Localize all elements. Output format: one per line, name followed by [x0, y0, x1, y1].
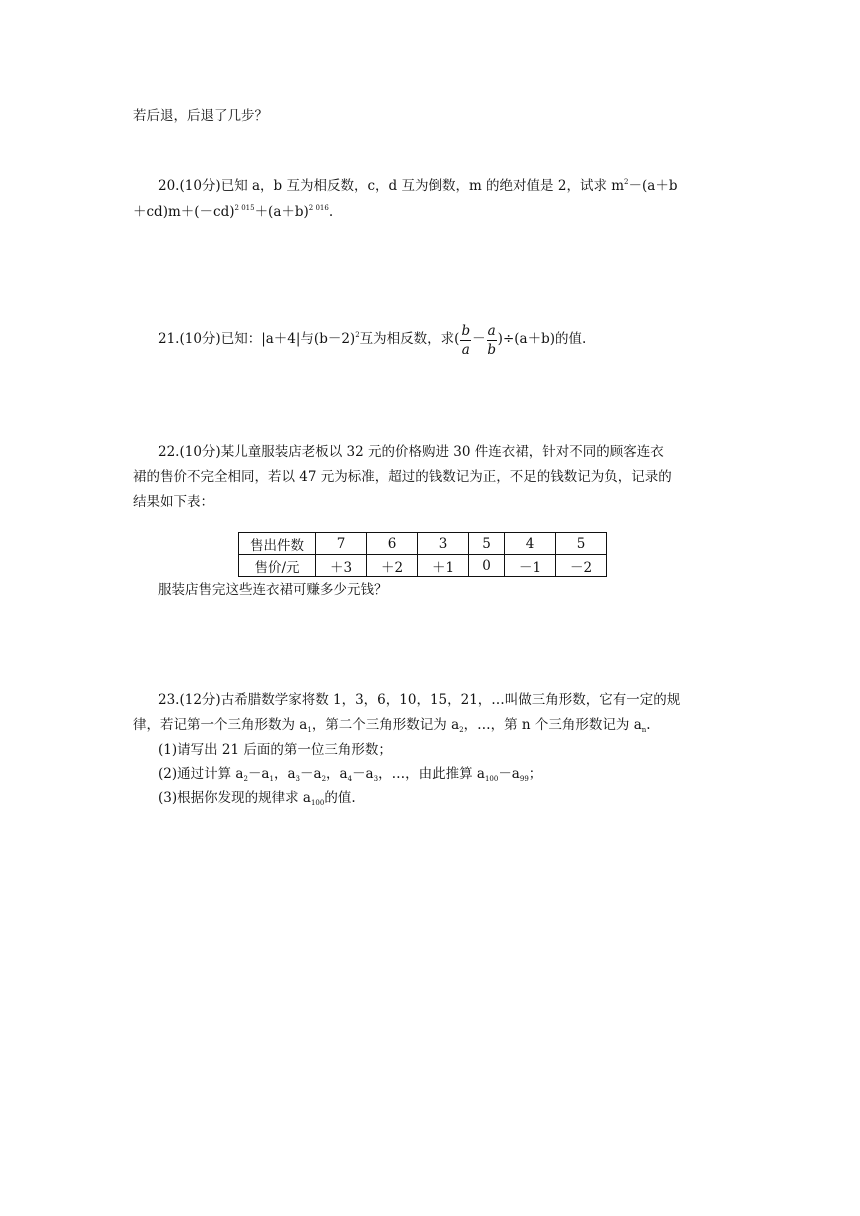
- question-text: )÷(a＋b)的值.: [497, 331, 587, 347]
- table-cell: 5: [469, 533, 505, 555]
- table-cell: 6: [367, 533, 418, 555]
- question-points: (10分): [179, 331, 221, 347]
- subscript: 1: [269, 775, 274, 783]
- question-20-line-2: [133, 198, 333, 222]
- subscript: 4: [347, 775, 353, 783]
- table-cell: ＋3: [316, 555, 367, 577]
- question-text: 古希腊数学家将数 1，3，6，10，15，21，…叫做三角形数，它有一定的规: [220, 692, 681, 708]
- question-22-line-1: [158, 442, 664, 462]
- question-number: 20.: [158, 178, 180, 194]
- question-text: ；: [528, 766, 543, 782]
- question-points: (10分): [179, 444, 221, 460]
- subscript: 2: [321, 775, 327, 783]
- fraction-numerator: b: [461, 323, 471, 339]
- question-23-part-3: [158, 788, 356, 813]
- question-text: 的值.: [324, 790, 356, 806]
- table-row: [239, 533, 607, 555]
- question-23-part-2: [158, 764, 542, 789]
- table-cell: ＋1: [418, 555, 469, 577]
- table-cell: 售出件数: [239, 533, 316, 555]
- table-cell: 3: [418, 533, 469, 555]
- question-text: ，…，第 n 个三角形数记为 a: [463, 717, 642, 733]
- question-text: 已知 a，b 互为相反数，c，d 互为倒数，m 的绝对值是 2，试求 m: [220, 178, 625, 194]
- superscript: 2: [624, 178, 629, 186]
- question-22-prompt: 服装店售完这些连衣裙可赚多少元钱？: [158, 582, 388, 598]
- subscript: 2: [243, 775, 248, 783]
- question-text: －a: [300, 766, 322, 782]
- question-text: .: [646, 717, 651, 733]
- superscript: 2 015: [234, 204, 255, 212]
- table-cell: 5: [556, 533, 607, 555]
- question-22-line-2: 裙的售价不完全相同，若以 47 元为标准，超过的钱数记为正，不足的钱数记为负，记录的: [133, 469, 672, 485]
- question-text: 已知：|a＋4|与(b－2): [220, 331, 356, 347]
- question-points: (12分): [179, 692, 221, 708]
- sales-table: [238, 532, 607, 577]
- question-number: 23.: [158, 692, 180, 708]
- intro-tail-text: 若后退，后退了几步？: [133, 108, 268, 124]
- table-cell: －2: [556, 555, 607, 577]
- subscript: n: [641, 726, 647, 734]
- question-text: ＋(a＋b): [254, 204, 309, 220]
- question-text: (2)通过计算 a: [158, 766, 244, 782]
- question-points: (10分): [179, 178, 221, 194]
- fraction-numerator: a: [487, 323, 496, 339]
- table-cell: 0: [469, 555, 505, 577]
- question-text: ，a: [326, 766, 348, 782]
- question-text: －a: [498, 766, 520, 782]
- question-text: ＋cd)m＋(－cd): [133, 204, 235, 220]
- fraction-a-over-b: [487, 322, 497, 359]
- subscript: 100: [484, 775, 499, 783]
- table-cell: ＋2: [367, 555, 418, 577]
- question-number: 21.: [158, 331, 180, 347]
- subscript: 3: [373, 775, 379, 783]
- question-text: 互为相反数，求(: [359, 331, 460, 347]
- superscript: 2 016: [308, 204, 329, 212]
- question-23-line-2: [133, 715, 651, 740]
- question-22-line-3: 结果如下表：: [133, 494, 214, 510]
- superscript: 2: [355, 331, 360, 339]
- table-cell: －1: [505, 555, 556, 577]
- question-text: ，a: [273, 766, 296, 782]
- question-text: 某儿童服装店老板以 32 元的价格购进 30 件连衣裙，针对不同的顾客连衣: [220, 444, 664, 460]
- question-21-line: [158, 316, 586, 358]
- subscript: 100: [310, 799, 325, 807]
- table-row: [239, 555, 607, 577]
- subscript: 1: [307, 726, 312, 734]
- table-cell: 售价/元: [239, 555, 316, 577]
- subscript: 2: [459, 726, 464, 734]
- question-23-line-1: [158, 690, 680, 710]
- table-cell: 4: [505, 533, 556, 555]
- fraction-denominator: b: [487, 342, 496, 358]
- question-text: ，第二个三角形数记为 a: [311, 717, 460, 733]
- question-text: －a: [247, 766, 270, 782]
- subscript: 99: [519, 775, 529, 783]
- question-text: (3)根据你发现的规律求 a: [158, 790, 311, 806]
- table-cell: 7: [316, 533, 367, 555]
- question-text: .: [328, 204, 334, 220]
- subscript: 3: [295, 775, 300, 783]
- question-text: －a: [352, 766, 374, 782]
- question-text: 律，若记第一个三角形数为 a: [133, 717, 308, 733]
- fraction-b-over-a: [460, 322, 471, 359]
- question-23-part-1: (1)请写出 21 后面的第一位三角形数；: [158, 742, 392, 758]
- question-20-line-1: [158, 172, 677, 196]
- fraction-denominator: a: [461, 342, 470, 358]
- question-text: ，…，由此推算 a: [378, 766, 485, 782]
- question-text: －(a＋b: [628, 178, 678, 194]
- question-number: 22.: [158, 444, 180, 460]
- minus-sign: －: [472, 331, 486, 347]
